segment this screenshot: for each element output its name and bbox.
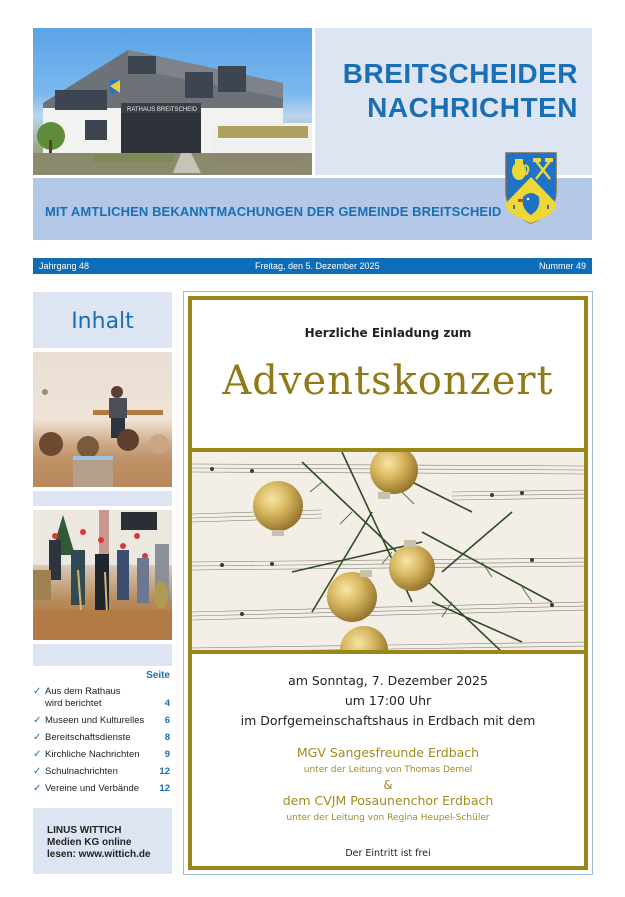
publisher-line: LINUS WITTICH	[47, 825, 122, 836]
divider-band	[33, 644, 172, 666]
publisher-line: Medien KG online	[47, 837, 132, 848]
masthead-subtitle: MIT AMTLICHEN BEKANNTMACHUNGEN DER GEMEINDE BREITSCHEID	[45, 204, 502, 219]
toc-item-kirchliche[interactable]	[33, 749, 172, 761]
toc-item-page: 4	[164, 698, 170, 709]
publication-title-line1: BREITSCHEIDER	[342, 58, 578, 89]
issue-date: Freitag, den 5. Dezember 2025	[255, 261, 380, 271]
toc-item-schul[interactable]	[33, 766, 172, 778]
event-details	[192, 671, 584, 731]
volume-label: Jahrgang 48	[39, 261, 90, 271]
ampersand: &	[383, 778, 393, 792]
group-1-conductor: unter der Leitung von Thomas Demel	[303, 765, 473, 775]
advent-concert-poster	[183, 291, 593, 875]
group-1-name: MGV Sangesfreunde Erdbach	[296, 745, 480, 760]
toc-item-page: 6	[164, 715, 170, 726]
toc-item-page: 9	[164, 749, 170, 760]
checkmark-icon: ✓	[33, 749, 42, 760]
issue-number: Nummer 49	[538, 261, 586, 271]
divider-band	[33, 491, 172, 506]
checkmark-icon: ✓	[33, 715, 42, 726]
town-hall-photo	[33, 28, 312, 175]
poster-invite: Herzliche Einladung zum	[304, 326, 472, 340]
event-time: um 17:00 Uhr	[344, 693, 432, 708]
toc-item-page: 12	[159, 766, 170, 777]
toc-item-label: Schulnachrichten	[45, 766, 118, 777]
checkmark-icon: ✓	[33, 783, 42, 794]
trombone-choir-photo	[33, 510, 172, 640]
performing-groups	[192, 744, 584, 826]
poster-gold-frame	[188, 296, 588, 870]
toc-item-label: Kirchliche Nachrichten	[45, 749, 140, 760]
group-2-name: dem CVJM Posaunenchor Erdbach	[282, 793, 494, 808]
publication-title-line2: NACHRICHTEN	[367, 92, 578, 123]
event-venue: im Dorfgemeinschaftshaus in Erdbach mit dem	[240, 713, 536, 728]
publisher-box	[33, 808, 172, 874]
contents-heading: Inhalt	[33, 292, 172, 348]
toc-item-label: Aus dem Rathaus wird berichtet	[45, 686, 121, 709]
toc-item-page: 8	[164, 732, 170, 743]
checkmark-icon: ✓	[33, 686, 42, 697]
toc-item-rathaus[interactable]	[33, 686, 172, 710]
toc-page-header: Seite	[146, 670, 170, 681]
event-date: am Sonntag, 7. Dezember 2025	[288, 673, 488, 688]
toc-item-label: Museen und Kulturelles	[45, 715, 145, 726]
checkmark-icon: ✓	[33, 732, 42, 743]
christmas-ornaments-image	[192, 448, 584, 654]
checkmark-icon: ✓	[33, 766, 42, 777]
contents-sidebar	[33, 292, 172, 860]
toc-item-label: Bereitschaftsdienste	[45, 732, 131, 743]
toc-item-page: 12	[159, 783, 170, 794]
free-entry-note: Der Eintritt ist frei	[345, 848, 431, 859]
coat-of-arms-icon	[503, 147, 559, 225]
toc-item-vereine[interactable]	[33, 783, 172, 795]
poster-headline: Adventskonzert	[222, 358, 554, 404]
table-of-contents	[33, 670, 172, 800]
reading-event-photo	[33, 352, 172, 487]
svg-text:RATHAUS BREITSCHEID: RATHAUS BREITSCHEID	[127, 107, 198, 113]
toc-item-bereitschaft[interactable]	[33, 732, 172, 744]
toc-item-museen[interactable]	[33, 715, 172, 727]
toc-item-label: Vereine und Verbände	[45, 783, 140, 794]
publisher-link[interactable]: lesen: www.wittich.de	[47, 849, 151, 860]
issue-info-bar	[33, 258, 592, 274]
group-2-conductor: unter der Leitung von Regina Heupel-Schüler	[286, 813, 490, 823]
